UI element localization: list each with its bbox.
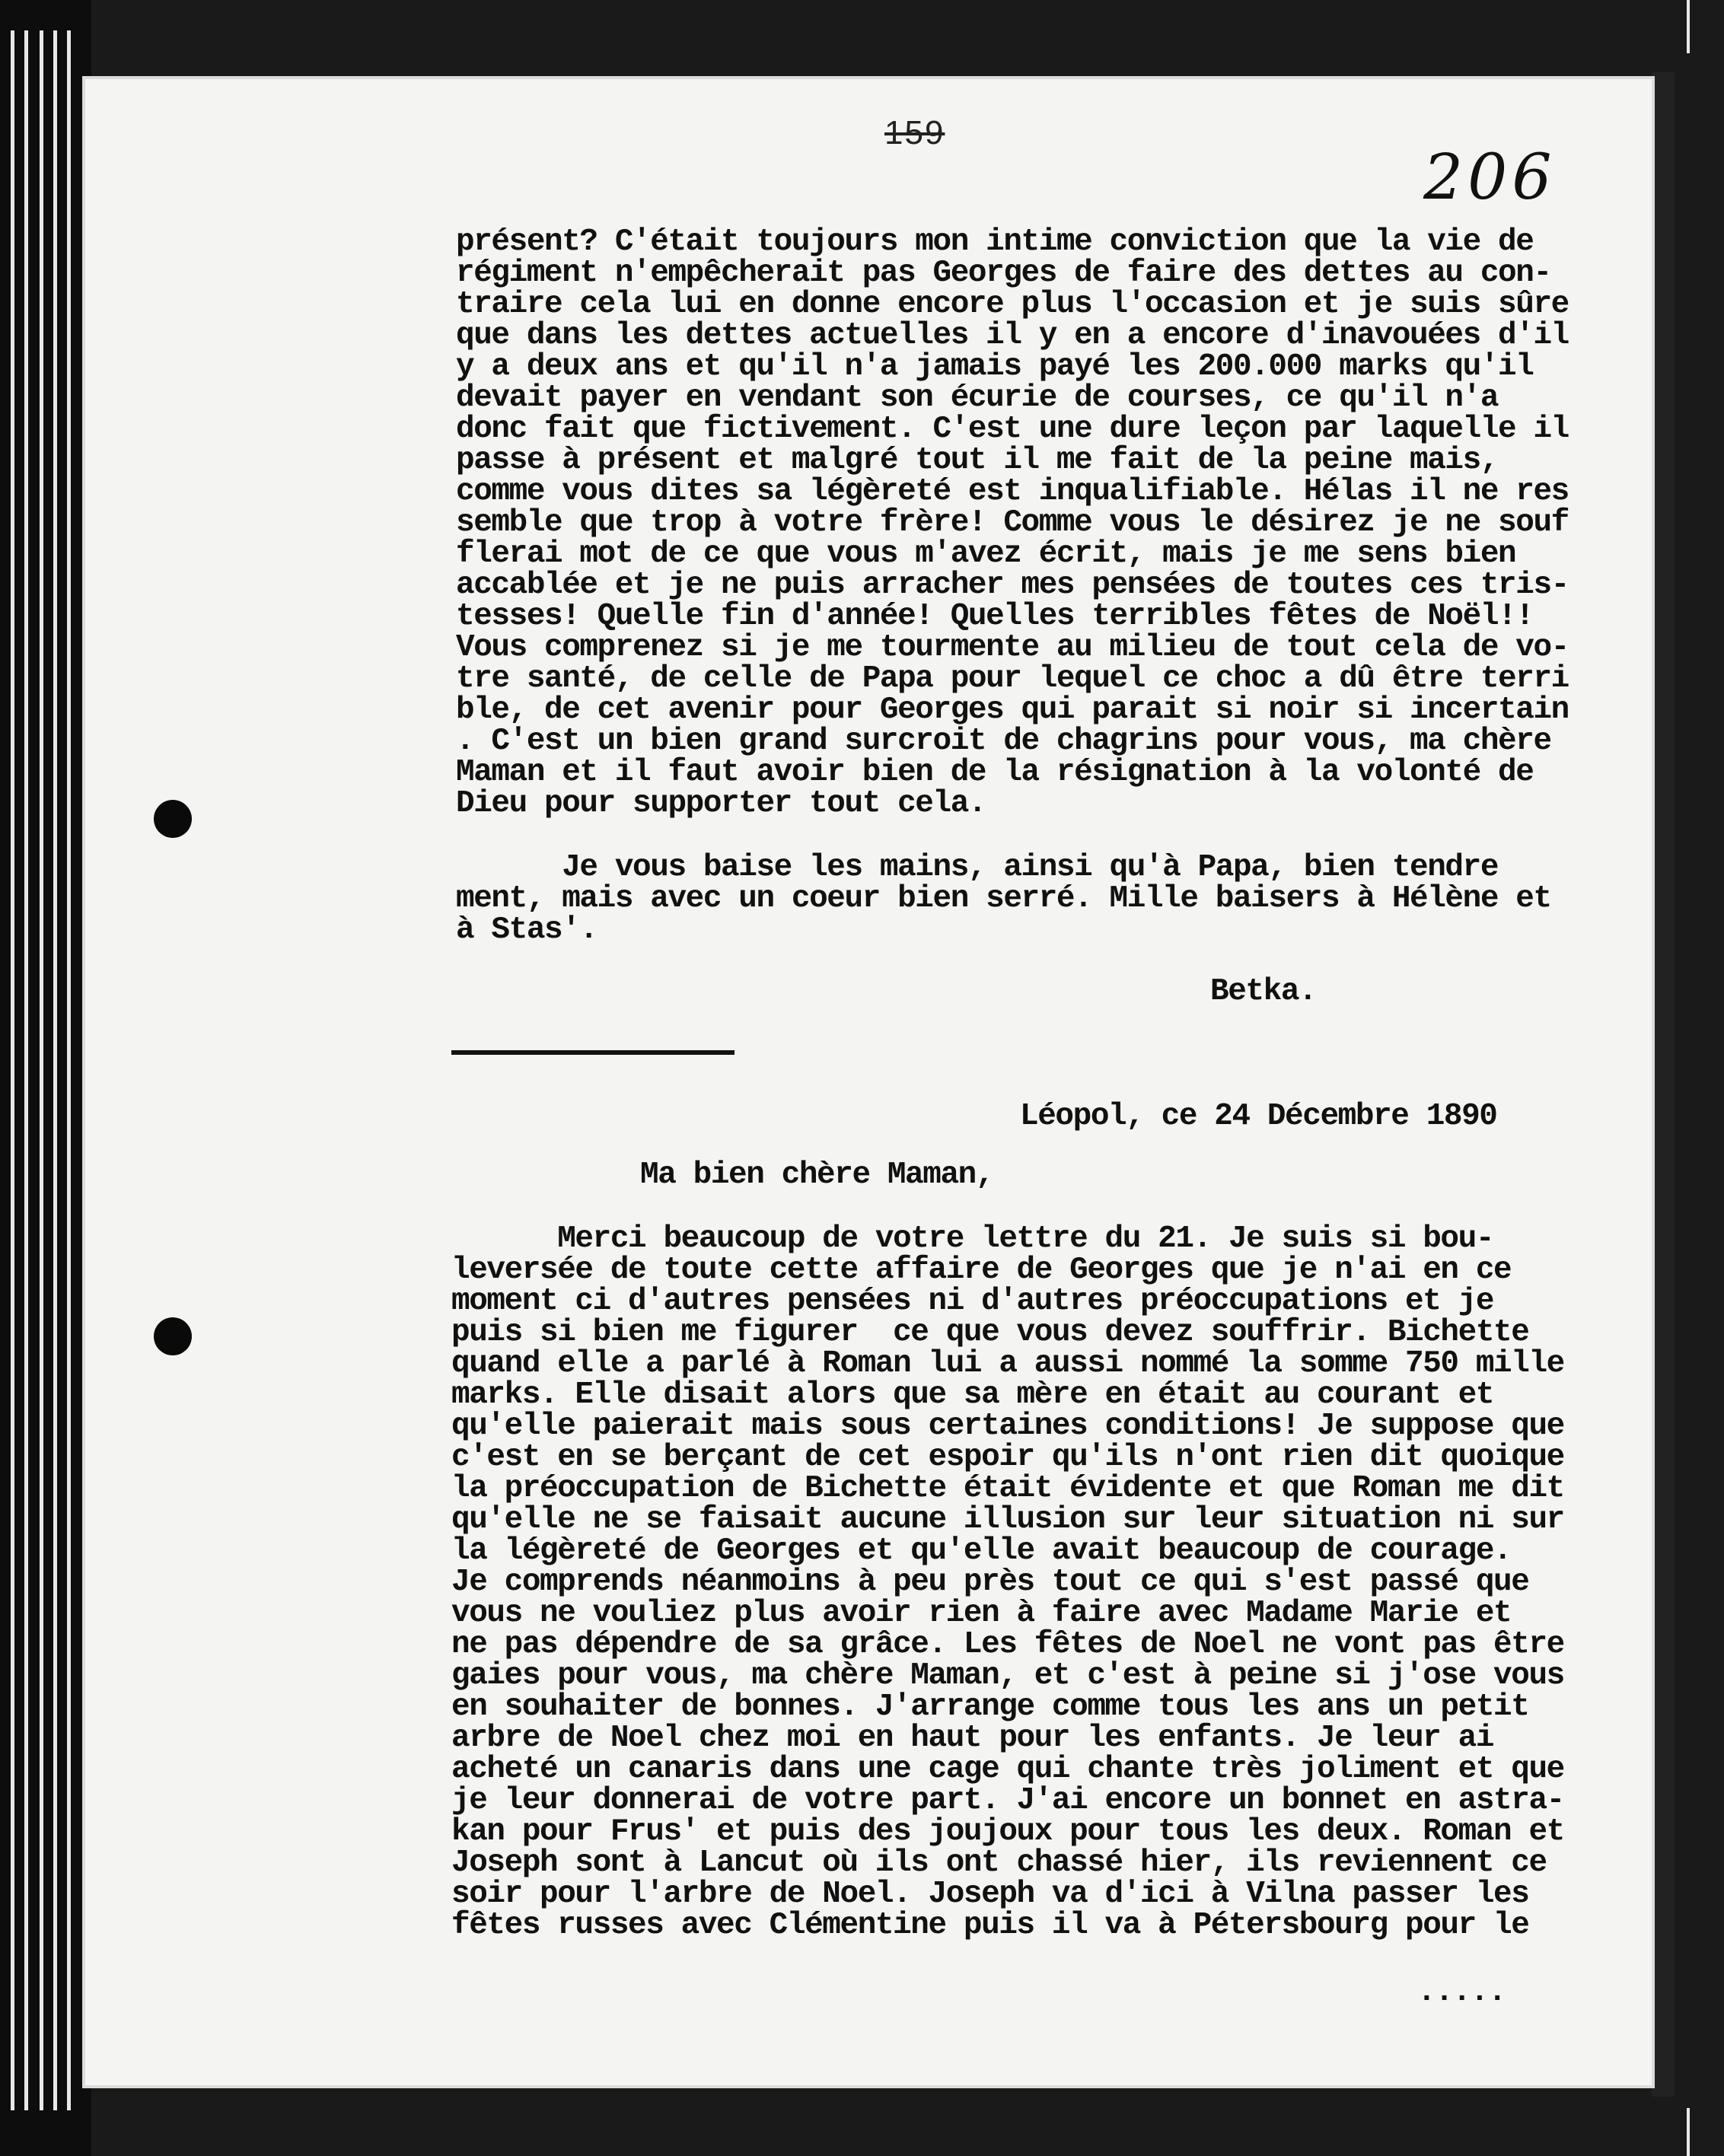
text-line: passe à présent et malgré tout il me fait de la peine mais, — [456, 443, 1499, 478]
text-line: tre santé, de celle de Papa pour lequel ce choc a dû être terri — [456, 661, 1569, 696]
text-line: Je vous baise les mains, ainsi qu'à Papa, bien tendre — [456, 850, 1499, 885]
page-number: 206 — [1423, 142, 1557, 214]
corner-mark — [1687, 2108, 1690, 2156]
text-line: traire cela lui en donne encore plus l'occasion et je suis sûre — [456, 287, 1569, 322]
text-line: marks. Elle disait alors que sa mère en était au courant et — [451, 1377, 1494, 1412]
continuation-dots: ..... — [1417, 1975, 1506, 2010]
text-line: . C'est un bien grand surcroit de chagrins pour vous, ma chère — [456, 724, 1551, 759]
text-line: je leur donnerai de votre part. J'ai encore un bonnet en astra- — [451, 1783, 1564, 1818]
separator-rule — [451, 1050, 735, 1055]
text-line: vous ne vouliez plus avoir rien à faire avec Madame Marie et — [451, 1596, 1512, 1631]
text-line: moment ci d'autres pensées ni d'autres préoccupations et je — [451, 1284, 1494, 1319]
text-line: arbre de Noel chez moi en haut pour les enfants. Je leur ai — [451, 1721, 1494, 1756]
text-line: en souhaiter de bonnes. J'arrange comme tous les ans un petit — [451, 1689, 1529, 1724]
text-line: Dieu pour supporter tout cela. — [456, 786, 986, 821]
text-line: tesses! Quelle fin d'année! Quelles terribles fêtes de Noël!! — [456, 599, 1534, 634]
punch-hole — [154, 1317, 192, 1355]
salutation: Ma bien chère Maman, — [640, 1158, 994, 1193]
text-line: acheté un canaris dans une cage qui chante très joliment et que — [451, 1752, 1564, 1787]
text-line: la légèreté de Georges et qu'elle avait beaucoup de courage. — [451, 1533, 1512, 1568]
text-line: devait payer en vendant son écurie de courses, ce qu'il n'a — [456, 381, 1499, 416]
text-line: soir pour l'arbre de Noel. Joseph va d'ici à Vilna passer les — [451, 1877, 1529, 1912]
text-line: accablée et je ne puis arracher mes pensées de toutes ces tris- — [456, 568, 1569, 603]
text-line: puis si bien me figurer ce que vous devez souffrir. Bichette — [451, 1315, 1529, 1350]
text-line: qu'elle ne se faisait aucune illusion sur leur situation ni sur — [451, 1502, 1564, 1537]
text-line: la préoccupation de Bichette était évidente et que Roman me dit — [451, 1471, 1564, 1506]
text-line: flerai mot de ce que vous m'avez écrit, mais je me sens bien — [456, 537, 1516, 572]
text-line: ne pas dépendre de sa grâce. Les fêtes de Noel ne vont pas être — [451, 1627, 1564, 1662]
text-line: qu'elle paierait mais sous certaines conditions! Je suppose que — [451, 1409, 1564, 1444]
text-line: quand elle a parlé à Roman lui a aussi nommé la somme 750 mille — [451, 1346, 1564, 1381]
text-line: présent? C'était toujours mon intime conviction que la vie de — [456, 225, 1534, 260]
text-line: que dans les dettes actuelles il y en a encore d'inavouées d'il — [456, 318, 1569, 353]
text-line: régiment n'empêcherait pas Georges de faire des dettes au con- — [456, 256, 1551, 291]
text-line: c'est en se berçant de cet espoir qu'ils n'ont rien dit quoique — [451, 1440, 1564, 1475]
text-line: fêtes russes avec Clémentine puis il va à Pétersbourg pour le — [451, 1908, 1529, 1943]
dateline: Léopol, ce 24 Décembre 1890 — [1020, 1099, 1497, 1134]
text-line: comme vous dites sa légèreté est inqualifiable. Hélas il ne res — [456, 474, 1569, 509]
text-line: kan pour Frus' et puis des joujoux pour tous les deux. Roman et — [451, 1814, 1564, 1849]
text-line: Merci beaucoup de votre lettre du 21. Je suis si bou- — [451, 1221, 1494, 1256]
text-line: Maman et il faut avoir bien de la résignation à la volonté de — [456, 755, 1534, 790]
text-line: Je comprends néanmoins à peu près tout ce qui s'est passé que — [451, 1565, 1529, 1600]
signature: Betka. — [1210, 974, 1317, 1009]
text-line: donc fait que fictivement. C'est une dure leçon par laquelle il — [456, 412, 1569, 447]
text-line: à Stas'. — [456, 912, 598, 947]
text-line: Joseph sont à Lancut où ils ont chassé hier, ils reviennent ce — [451, 1845, 1547, 1881]
text-line: leversée de toute cette affaire de Georges que je n'ai en ce — [451, 1253, 1512, 1288]
text-line: ble, de cet avenir pour Georges qui parait si noir si incertain — [456, 693, 1569, 728]
text-line: semble que trop à votre frère! Comme vous le désirez je ne souf — [456, 505, 1569, 540]
folio-number: 159 — [884, 114, 945, 151]
text-line: gaies pour vous, ma chère Maman, et c'est à peine si j'ose vous — [451, 1658, 1564, 1693]
text-line: ment, mais avec un coeur bien serré. Mille baisers à Hélène et — [456, 881, 1551, 916]
text-line: Vous comprenez si je me tourmente au milieu de tout cela de vo- — [456, 630, 1569, 665]
text-line: y a deux ans et qu'il n'a jamais payé les 200.000 marks qu'il — [456, 349, 1534, 384]
